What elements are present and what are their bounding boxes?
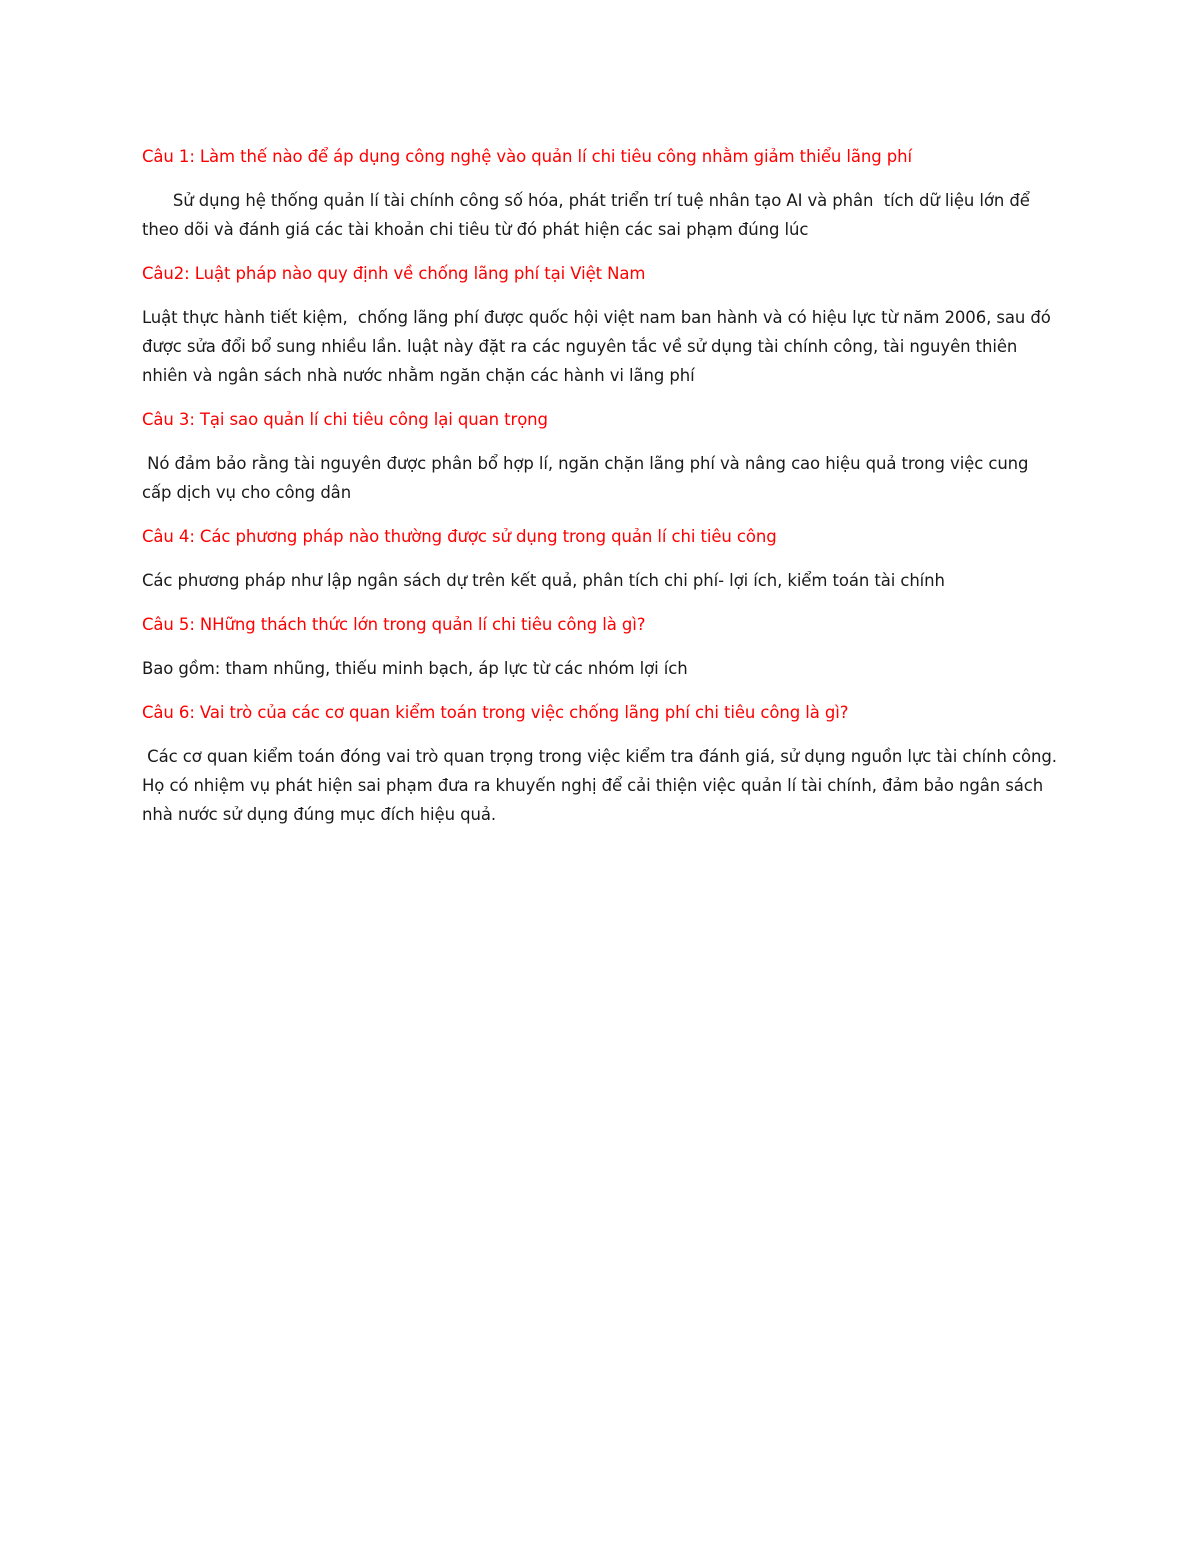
question-3: Câu 3: Tại sao quản lí chi tiêu công lại quan trọng: [142, 410, 548, 429]
answer-2: Luật thực hành tiết kiệm, chống lãng phí được quốc hội việt nam ban hành và có hiệu lực từ năm 2006, sau đó được sửa đổi bổ sung nhiều lần. luật này đặt ra các nguyên tắc về sử dụng tài chính công, tài nguyên thiên nhiên và ngân sách nhà nước nhằm ngăn chặn các hành vi lãng phí: [142, 308, 1056, 385]
answer-4: Các phương pháp như lập ngân sách dự trên kết quả, phân tích chi phí- lợi ích, kiểm toán tài chính: [142, 571, 945, 590]
answer-3: Nó đảm bảo rằng tài nguyên được phân bổ hợp lí, ngăn chặn lãng phí và nâng cao hiệu quả trong việc cung cấp dịch vụ cho công dân: [142, 454, 1034, 502]
question-4: Câu 4: Các phương pháp nào thường được sử dụng trong quản lí chi tiêu công: [142, 527, 777, 546]
qa-item-5: [142, 610, 1062, 683]
answer-5: Bao gồm: tham nhũng, thiếu minh bạch, áp lực từ các nhóm lợi ích: [142, 659, 688, 678]
qa-item-3: [142, 405, 1062, 507]
question-2: Câu2: Luật pháp nào quy định về chống lãng phí tại Việt Nam: [142, 264, 646, 283]
qa-item-4: [142, 522, 1062, 595]
qa-item-6: [142, 698, 1062, 829]
question-5: Câu 5: NHững thách thức lớn trong quản lí chi tiêu công là gì?: [142, 615, 646, 634]
question-1: Câu 1: Làm thế nào để áp dụng công nghệ vào quản lí chi tiêu công nhằm giảm thiểu lãng phí: [142, 147, 912, 166]
question-6: Câu 6: Vai trò của các cơ quan kiểm toán trong việc chống lãng phí chi tiêu công là gì?: [142, 703, 849, 722]
document-body: [142, 142, 1062, 844]
qa-item-1: [142, 142, 1062, 244]
qa-item-2: [142, 259, 1062, 390]
answer-6: Các cơ quan kiểm toán đóng vai trò quan trọng trong việc kiểm tra đánh giá, sử dụng nguồn lực tài chính công. Họ có nhiệm vụ phát hiện sai phạm đưa ra khuyến nghị để cải thiện việc quản lí tài chính, đảm bảo ngân sách nhà nước sử dụng đúng mục đích hiệu quả.: [142, 747, 1063, 824]
answer-1: Sử dụng hệ thống quản lí tài chính công số hóa, phát triển trí tuệ nhân tạo AI và phân tích dữ liệu lớn để theo dõi và đánh giá các tài khoản chi tiêu từ đó phát hiện các sai phạm đúng lúc: [142, 191, 1035, 239]
